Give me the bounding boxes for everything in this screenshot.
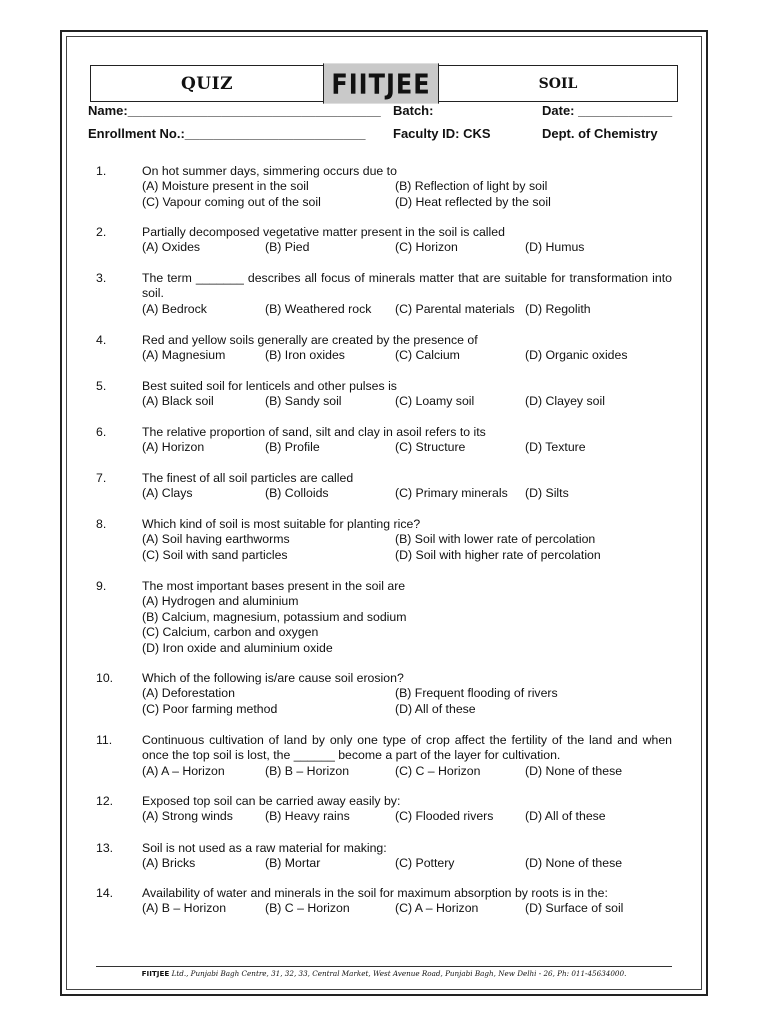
answer-option: (A) Oxides <box>142 240 201 255</box>
date-field: Date: _____________ <box>542 103 673 118</box>
question-number: 5. <box>96 379 107 393</box>
question-number: 14. <box>96 886 114 900</box>
question-text: The finest of all soil particles are called <box>142 471 354 485</box>
option-row <box>142 548 672 563</box>
option-row <box>142 594 672 609</box>
option-row <box>142 702 672 717</box>
name-field: Name:___________________________________ <box>88 103 381 118</box>
subject-label: SOIL <box>538 75 578 92</box>
question-body <box>142 379 672 410</box>
answer-option: (C) Calcium, carbon and oxygen <box>142 625 319 640</box>
option-row <box>142 809 672 824</box>
answer-option: (B) Iron oxides <box>265 348 345 363</box>
answer-option: (A) Strong winds <box>142 809 233 824</box>
question-body <box>142 425 672 456</box>
option-row <box>142 394 672 409</box>
answer-option: (B) Mortar <box>265 856 321 871</box>
answer-option: (D) Silts <box>525 486 569 501</box>
question-body <box>142 471 672 502</box>
question-body <box>142 733 672 779</box>
footer <box>96 969 672 978</box>
answer-option: (D) Heat reflected by the soil <box>395 194 551 209</box>
answer-option: (B) B – Horizon <box>265 763 350 778</box>
question-text: Which of the following is/are cause soil erosion? <box>142 671 404 685</box>
question-text: Red and yellow soils generally are created by the presence of <box>142 333 478 347</box>
answer-option: (D) None of these <box>525 856 623 871</box>
answer-option: (C) Soil with sand particles <box>142 547 288 562</box>
question-number: 4. <box>96 333 107 347</box>
answer-option: (C) Parental materials <box>395 301 515 316</box>
answer-option: (D) Organic oxides <box>525 348 628 363</box>
answer-option: (C) Vapour coming out of the soil <box>142 194 321 209</box>
answer-option: (C) Calcium <box>395 348 460 363</box>
answer-option: (C) A – Horizon <box>395 901 479 916</box>
question-text: Continuous cultivation of land by only one type of crop affect the fertility of the land and when once the top soil is lost, the ______ become a part of the layer for cultivation. <box>142 733 672 763</box>
question-text: Best suited soil for lenticels and other pulses is <box>142 379 397 393</box>
question-text: The most important bases present in the soil are <box>142 579 406 593</box>
answer-option: (C) Horizon <box>395 240 458 255</box>
answer-option: (D) Regolith <box>525 301 591 316</box>
question-text: The relative proportion of sand, silt and clay in asoil refers to its <box>142 425 486 439</box>
quiz-header <box>90 65 678 102</box>
question-number: 3. <box>96 271 107 285</box>
option-row <box>142 764 672 779</box>
answer-option: (A) Black soil <box>142 394 214 409</box>
footer-address: Ltd., Punjabi Bagh Centre, 31, 32, 33, Central Market, West Avenue Road, Punjabi Bagh, New Delhi - 26, Ph: 011-45634000. <box>169 969 627 978</box>
answer-option: (A) B – Horizon <box>142 901 227 916</box>
answer-option: (C) Loamy soil <box>395 394 475 409</box>
department: Dept. of Chemistry <box>542 126 658 141</box>
answer-option: (B) C – Horizon <box>265 901 350 916</box>
faculty-id: Faculty ID: CKS <box>393 126 491 141</box>
answer-option: (A) Magnesium <box>142 348 226 363</box>
answer-option: (B) Pied <box>265 240 310 255</box>
option-row <box>142 901 672 916</box>
answer-option: (B) Reflection of light by soil <box>395 179 548 194</box>
answer-option: (D) None of these <box>525 763 623 778</box>
question-number: 11. <box>96 733 113 747</box>
option-row <box>142 686 672 701</box>
footer-logo: FIITJEE <box>141 969 170 978</box>
answer-option: (B) Weathered rock <box>265 301 372 316</box>
question-text: The term _______ describes all focus of minerals matter that are suitable for transformation into soil. <box>142 271 672 301</box>
answer-option: (A) Hydrogen and aluminium <box>142 594 299 609</box>
answer-option: (B) Soil with lower rate of percolation <box>395 532 596 547</box>
answer-option: (C) Primary minerals <box>395 486 508 501</box>
answer-option: (B) Calcium, magnesium, potassium and sodium <box>142 609 407 624</box>
answer-option: (C) Poor farming method <box>142 701 278 716</box>
option-row <box>142 641 672 656</box>
question-text: Which kind of soil is most suitable for planting rice? <box>142 517 421 531</box>
batch-field: Batch: <box>393 103 434 118</box>
answer-option: (B) Heavy rains <box>265 809 350 824</box>
question-body <box>142 886 672 917</box>
enrollment-field: Enrollment No.:_________________________ <box>88 126 366 141</box>
footer-divider <box>96 966 672 967</box>
answer-option: (D) Surface of soil <box>525 901 624 916</box>
answer-option: (C) C – Horizon <box>395 763 481 778</box>
answer-option: (B) Profile <box>265 440 320 455</box>
question-body <box>142 517 672 563</box>
answer-option: (A) A – Horizon <box>142 763 225 778</box>
quiz-label: QUIZ <box>181 73 233 94</box>
question-text: Availability of water and minerals in the soil for maximum absorption by roots is in the: <box>142 886 608 900</box>
question-number: 6. <box>96 425 107 439</box>
answer-option: (A) Deforestation <box>142 686 235 701</box>
answer-option: (A) Bricks <box>142 856 196 871</box>
option-row <box>142 610 672 625</box>
option-row <box>142 625 672 640</box>
question-text: On hot summer days, simmering occurs due to <box>142 164 397 178</box>
question-number: 1. <box>96 164 107 178</box>
question-body <box>142 333 672 364</box>
answer-option: (D) Iron oxide and aluminium oxide <box>142 640 333 655</box>
answer-option: (A) Bedrock <box>142 301 207 316</box>
question-number: 10. <box>96 671 114 685</box>
question-number: 8. <box>96 517 107 531</box>
answer-option: (D) All of these <box>525 809 606 824</box>
answer-option: (A) Moisture present in the soil <box>142 179 309 194</box>
answer-option: (D) Soil with higher rate of percolation <box>395 547 601 562</box>
question-text: Exposed top soil can be carried away easily by: <box>142 794 401 808</box>
question-body <box>142 579 672 656</box>
question-text: Soil is not used as a raw material for making: <box>142 841 387 855</box>
option-row <box>142 440 672 455</box>
question-number: 7. <box>96 471 107 485</box>
question-number: 2. <box>96 225 107 239</box>
question-body <box>142 271 672 317</box>
option-row <box>142 240 672 255</box>
option-row <box>142 486 672 501</box>
answer-option: (A) Horizon <box>142 440 205 455</box>
answer-option: (B) Colloids <box>265 486 329 501</box>
answer-option: (B) Frequent flooding of rivers <box>395 686 558 701</box>
question-body <box>142 164 672 210</box>
question-number: 13. <box>96 841 114 855</box>
answer-option: (D) Humus <box>525 240 585 255</box>
option-row <box>142 302 672 317</box>
answer-option: (C) Pottery <box>395 856 455 871</box>
option-row <box>142 195 672 210</box>
answer-option: (B) Sandy soil <box>265 394 342 409</box>
answer-option: (D) Clayey soil <box>525 394 605 409</box>
question-body <box>142 841 672 872</box>
answer-option: (D) Texture <box>525 440 586 455</box>
question-body <box>142 225 672 256</box>
question-text: Partially decomposed vegetative matter present in the soil is called <box>142 225 505 239</box>
answer-option: (D) All of these <box>395 701 476 716</box>
option-row <box>142 179 672 194</box>
answer-option: (C) Structure <box>395 440 466 455</box>
question-number: 9. <box>96 579 107 593</box>
question-body <box>142 794 672 825</box>
option-row <box>142 532 672 547</box>
answer-option: (A) Clays <box>142 486 193 501</box>
fiitjee-logo: FIITJEE <box>323 63 439 103</box>
option-row <box>142 856 672 871</box>
question-body <box>142 671 672 717</box>
question-number: 12. <box>96 794 114 808</box>
answer-option: (A) Soil having earthworms <box>142 532 290 547</box>
answer-option: (C) Flooded rivers <box>395 809 494 824</box>
option-row <box>142 348 672 363</box>
